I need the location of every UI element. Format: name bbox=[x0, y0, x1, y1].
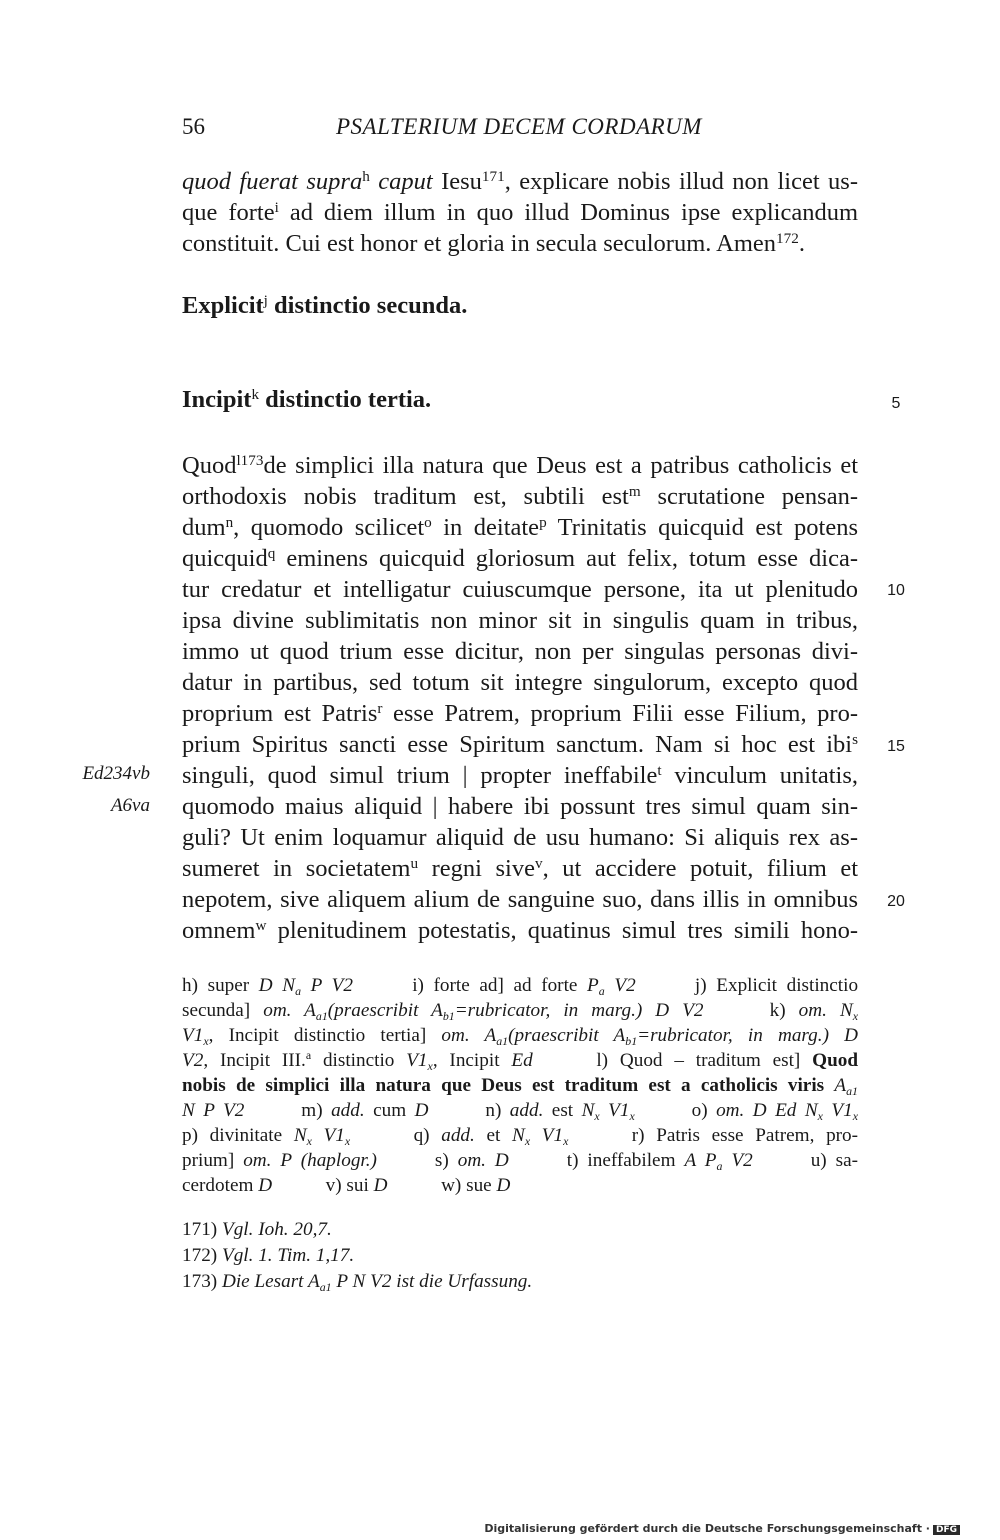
text-line: prium Spiritus sancti esse Spiritum sanctum. Nam si hoc est ibi$^s$ bbox=[182, 730, 858, 758]
line-number: 15 bbox=[887, 738, 905, 755]
marginal-folio-ref: Ed234vb bbox=[82, 763, 150, 784]
dfg-logo: DFG bbox=[933, 1525, 960, 1535]
text-line: quod fuerat supra$^h$ caput Iesu$^{171}$, explicare nobis illud non licet us- bbox=[182, 167, 858, 195]
critical-apparatus bbox=[182, 973, 858, 1198]
text-line: orthodoxis nobis traditum est, subtili est$^m$ scrutatione pensan- bbox=[182, 482, 858, 510]
line-number: 5 bbox=[891, 395, 901, 412]
text-line: guli? Ut enim loquamur aliquid de usu humano: Si aliquis rex as- bbox=[182, 824, 858, 851]
marginal-folio-ref: A6va bbox=[110, 795, 150, 816]
apparatus-line: V2, Incipit III.$^a$ distinctio $V1_x$, Incipit Ed l) Quod – traditum est] Quod bbox=[182, 1048, 859, 1073]
running-title: PSALTERIUM DECEM CORDARUM bbox=[336, 114, 702, 139]
text-line: immo ut quod trium esse dicitur, non per singulas personas divi- bbox=[182, 638, 858, 665]
text-line: singuli, quod simul trium | propter ineffabile$^t$ vinculum unitatis, bbox=[182, 761, 858, 789]
apparatus-line: $V1_x$, Incipit distinctio tertia] om. $A_{a1}(praescribit$ $A_{b1}=rubricator$, in marg.) D bbox=[182, 1025, 858, 1048]
apparatus-line: p) divinitate $N_x$ $V1_x$ q) add. et $N_x$ $V1_x$ r) Patris esse Patrem, pro- bbox=[182, 1125, 859, 1148]
apparatus-line: cerdotem D v) sui D w) sue D bbox=[182, 1175, 511, 1196]
line-number: 20 bbox=[887, 893, 905, 910]
section-heading-explicit: Explicit$^j$ distinctio secunda. bbox=[182, 291, 468, 319]
line-number: 10 bbox=[887, 582, 905, 599]
footnote-172: 172) Vgl. 1. Tim. 1,17. bbox=[182, 1245, 355, 1266]
text-line: omnem$^w$ plenitudinem potestatis, quatinus simul tres simili hono- bbox=[182, 916, 858, 944]
text-line: sumeret in societatem$^u$ regni sive$^v$, ut accidere potuit, filium et bbox=[182, 854, 858, 882]
text-line: datur in partibus, sed totum sit integre singulorum, excepto quod bbox=[182, 669, 858, 696]
section-heading-incipit: Incipit$^k$ distinctio tertia. bbox=[182, 385, 432, 413]
apparatus-line: N P V2 m) add. cum D n) add. est $N_x$ $V1_x$ o) om. D Ed $N_x$ $V1_x$ bbox=[182, 1100, 858, 1123]
apparatus-line: nobis de simplici illa natura que Deus est traditum est a catholicis viris $A_{a1}$ bbox=[182, 1075, 858, 1098]
text-line: quomodo maius aliquid | habere ibi possunt tres simul quam sin- bbox=[182, 793, 858, 820]
text-line: nepotem, sive aliquem alium de sanguine suo, dans illis in omnibus bbox=[182, 886, 858, 913]
text-line: quicquid$^q$ eminens quicquid gloriosum aut felix, totum esse dica- bbox=[182, 544, 858, 572]
text-line: ipsa divine sublimitatis non minor sit in singulis quam in tribus, bbox=[182, 607, 858, 634]
digitization-credit: Digitalisierung gefördert durch die Deutsche Forschungsgemeinschaft · DFG bbox=[484, 1522, 960, 1535]
apparatus-line: secunda] om. $A_{a1}(praescribit$ $A_{b1}=rubricator$, in marg.) D V2 k) om. $N_x$ bbox=[182, 1000, 859, 1023]
text-line: que forte$^i$ ad diem illum in quo illud Dominus ipse explicandum bbox=[182, 198, 859, 226]
apparatus-line: prium] om. P (haplogr.) s) om. D t) ineffabilem A $P_a$ V2 u) sa- bbox=[182, 1150, 859, 1173]
text-line: proprium est Patris$^r$ esse Patrem, proprium Filii esse Filium, pro- bbox=[182, 699, 858, 727]
footnote-173: 173) Die Lesart $A_{a1}$ P N V2 ist die Urfassung. bbox=[182, 1271, 533, 1294]
apparatus-line: h) super D $N_a$ P V2 i) forte ad] ad forte $P_a$ V2 j) Explicit distinctio bbox=[182, 975, 859, 998]
page-number: 56 bbox=[182, 114, 205, 139]
text-line: dum$^n$, quomodo scilicet$^o$ in deitate$^p$ Trinitatis quicquid est potens bbox=[182, 513, 858, 541]
footnote-171: 171) Vgl. Ioh. 20,7. bbox=[182, 1219, 332, 1240]
text-line: constituit. Cui est honor et gloria in secula seculorum. Amen$^{172}$. bbox=[182, 229, 805, 257]
text-line: tur credatur et intelligatur cuiuscumque persone, ita ut plenitudo bbox=[182, 576, 858, 603]
text-line: Quod$^{l173}$de simplici illa natura que Deus est a patribus catholicis et bbox=[182, 451, 858, 479]
